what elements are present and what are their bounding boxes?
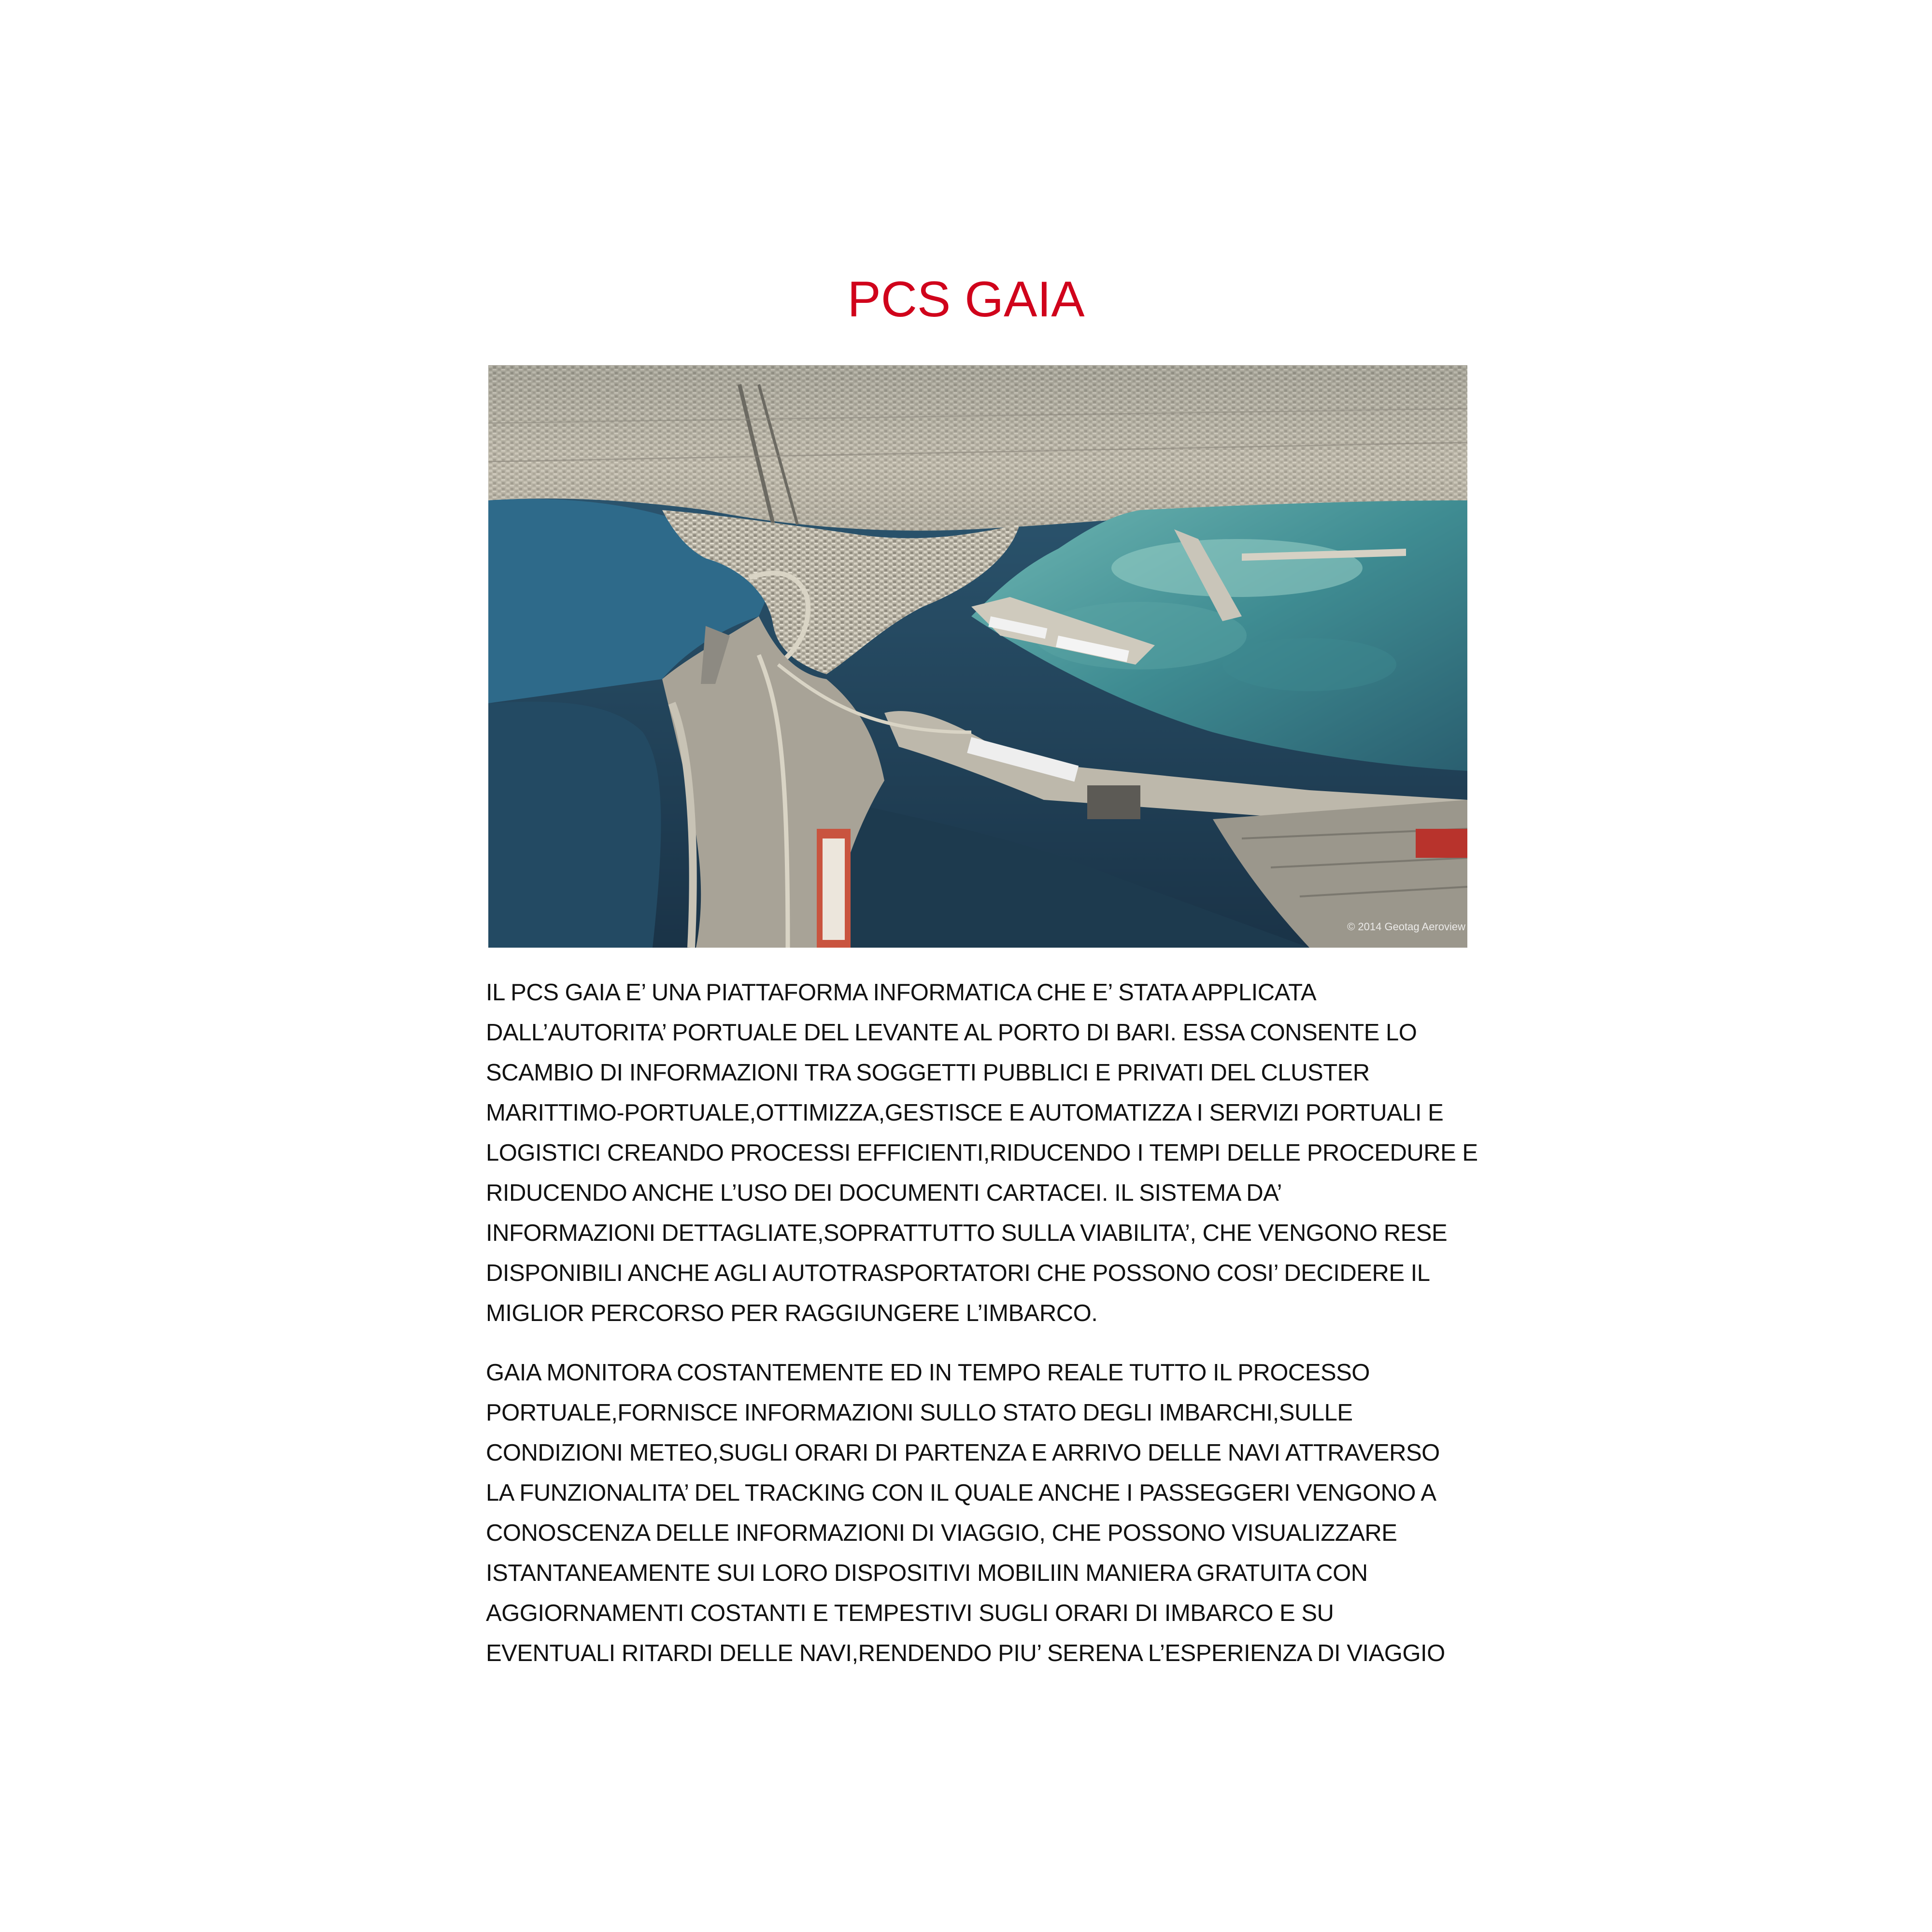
- paragraph-1: [486, 973, 1476, 1334]
- photo-credit: © 2014 Geotag Aeroview: [1347, 921, 1465, 933]
- paragraph-line: GAIA MONITORA COSTANTEMENTE ED IN TEMPO REALE TUTTO IL PROCESSO: [486, 1360, 1370, 1386]
- paragraph-line: IL PCS GAIA E’ UNA PIATTAFORMA INFORMATICA CHE E’ STATA APPLICATA: [486, 980, 1317, 1006]
- aerial-port-photo: [488, 365, 1467, 948]
- paragraph-line: CONDIZIONI METEO,SUGLI ORARI DI PARTENZA E ARRIVO DELLE NAVI ATTRAVERSO: [486, 1440, 1440, 1466]
- paragraph-line: CONOSCENZA DELLE INFORMAZIONI DI VIAGGIO, CHE POSSONO VISUALIZZARE: [486, 1520, 1397, 1546]
- paragraph-line: DISPONIBILI ANCHE AGLI AUTOTRASPORTATORI CHE POSSONO COSI’ DECIDERE IL: [486, 1260, 1430, 1286]
- paragraph-line: SCAMBIO DI INFORMAZIONI TRA SOGGETTI PUBBLICI E PRIVATI DEL CLUSTER: [486, 1060, 1370, 1086]
- paragraph-line: AGGIORNAMENTI COSTANTI E TEMPESTIVI SUGLI ORARI DI IMBARCO E SU: [486, 1600, 1334, 1626]
- paragraph-line: LA FUNZIONALITA’ DEL TRACKING CON IL QUALE ANCHE I PASSEGGERI VENGONO A: [486, 1480, 1436, 1506]
- paragraph-line: ISTANTANEAMENTE SUI LORO DISPOSITIVI MOBILIIN MANIERA GRATUITA CON: [486, 1560, 1368, 1586]
- paragraph-line: EVENTUALI RITARDI DELLE NAVI,RENDENDO PIU’ SERENA L’ESPERIENZA DI VIAGGIO: [486, 1640, 1445, 1666]
- paragraph-line: INFORMAZIONI DETTAGLIATE,SOPRATTUTTO SULLA VIABILITA’, CHE VENGONO RESE: [486, 1220, 1448, 1246]
- paragraph-line: MARITTIMO-PORTUALE,OTTIMIZZA,GESTISCE E AUTOMATIZZA I SERVIZI PORTUALI E: [486, 1100, 1444, 1126]
- paragraph-line: DALL’AUTORITA’ PORTUALE DEL LEVANTE AL PORTO DI BARI. ESSA CONSENTE LO: [486, 1020, 1417, 1046]
- paragraph-2: [486, 1353, 1476, 1674]
- paragraph-line: PORTUALE,FORNISCE INFORMAZIONI SULLO STATO DEGLI IMBARCHI,SULLE: [486, 1400, 1353, 1426]
- aerial-port-illustration: [488, 365, 1467, 948]
- paragraph-line: RIDUCENDO ANCHE L’USO DEI DOCUMENTI CARTACEI. IL SISTEMA DA’: [486, 1180, 1282, 1206]
- paragraph-line: LOGISTICI CREANDO PROCESSI EFFICIENTI,RIDUCENDO I TEMPI DELLE PROCEDURE E: [486, 1140, 1478, 1166]
- page-title: PCS GAIA: [847, 271, 1085, 327]
- paragraph-line: MIGLIOR PERCORSO PER RAGGIUNGERE L’IMBARCO.: [486, 1300, 1098, 1326]
